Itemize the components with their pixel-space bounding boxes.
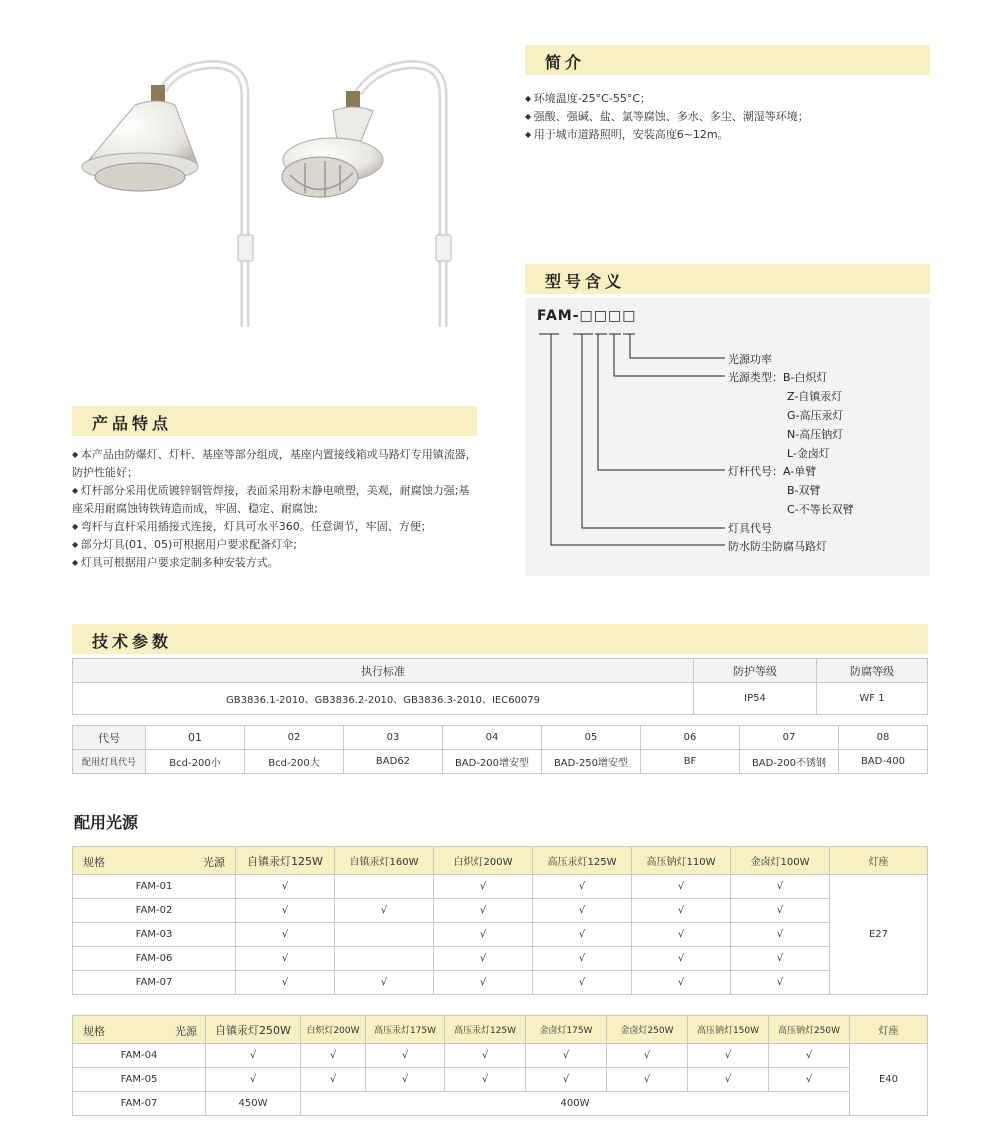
check-cell: √ <box>434 971 533 995</box>
standard-table <box>72 658 928 715</box>
light-header: 白炽灯200W <box>301 1016 366 1044</box>
model-title: 型号含义 <box>545 272 626 291</box>
light-header: 金卤灯175W <box>526 1016 607 1044</box>
tech-section-bar <box>72 624 928 654</box>
check-cell: √ <box>731 875 830 899</box>
check-cell: √ <box>526 1068 607 1092</box>
lamp-cell: BAD62 <box>344 750 443 774</box>
power-cell: 400W <box>301 1092 850 1116</box>
lamp-cell: Bcd-200小 <box>146 750 245 774</box>
check-cell: √ <box>533 899 632 923</box>
light-title: 配用光源 <box>74 813 139 832</box>
model-diagram <box>525 298 930 576</box>
check-cell: √ <box>688 1044 769 1068</box>
model-label-power: 光源功率 <box>728 353 772 366</box>
std-value: GB3836.1-2010、GB3836.2-2010、GB3836.3-2010、IEC60079 <box>73 683 694 715</box>
check-cell: √ <box>731 947 830 971</box>
check-cell: √ <box>632 875 731 899</box>
check-cell: √ <box>607 1044 688 1068</box>
check-cell: √ <box>731 971 830 995</box>
light-header: 高压钠灯150W <box>688 1016 769 1044</box>
light-header: 自镇汞灯125W <box>236 847 335 875</box>
intro-item: ◆ 环境温度-25°C-55°C； <box>525 90 930 108</box>
code-table <box>72 725 928 774</box>
light-header: 高压汞灯175W <box>366 1016 445 1044</box>
check-cell: √ <box>335 971 434 995</box>
model-label-l: L-金卤灯 <box>787 447 830 460</box>
model-label-product: 防水防尘防腐马路灯 <box>728 540 827 553</box>
check-cell: √ <box>236 971 335 995</box>
model-label-z: Z-自镇汞灯 <box>787 390 843 403</box>
check-cell: √ <box>632 923 731 947</box>
feature-item: ◆ 本产品由防爆灯、灯杆、基座等部分组成，基座内置接线箱或马路灯专用镇流器，防护性能好； <box>72 446 477 482</box>
check-cell <box>335 923 434 947</box>
check-cell: √ <box>335 899 434 923</box>
check-cell: √ <box>731 899 830 923</box>
check-cell: √ <box>632 971 731 995</box>
check-cell: √ <box>632 899 731 923</box>
model-label-source-type: 光源类型：B-白炽灯 <box>728 371 828 384</box>
check-cell: √ <box>731 923 830 947</box>
feature-item: ◆ 弯杆与直杆采用插接式连接，灯具可水平360。任意调节，牢固、方便； <box>72 518 477 536</box>
corner-cell <box>73 847 236 875</box>
light-header: 灯座 <box>850 1016 928 1044</box>
light-header: 灯座 <box>830 847 928 875</box>
row-name: FAM-02 <box>73 899 236 923</box>
check-cell: √ <box>236 875 335 899</box>
check-cell: √ <box>301 1044 366 1068</box>
lamp-cell: BAD-400 <box>839 750 928 774</box>
light-header: 高压汞灯125W <box>445 1016 526 1044</box>
std-value: IP54 <box>694 683 817 715</box>
row-name: FAM-05 <box>73 1068 206 1092</box>
light-table-2 <box>72 1015 928 1116</box>
light-header: 金卤灯250W <box>607 1016 688 1044</box>
tech-title: 技术参数 <box>92 632 173 651</box>
code-cell: 06 <box>641 726 740 750</box>
row-name: FAM-03 <box>73 923 236 947</box>
light-header: 高压钠灯110W <box>632 847 731 875</box>
intro-list <box>525 90 930 144</box>
model-label-g: G-高压汞灯 <box>787 409 844 422</box>
check-cell <box>335 947 434 971</box>
street-lamp-right <box>282 65 451 327</box>
feature-item: ◆ 灯具可根据用户要求定制多种安装方式。 <box>72 554 477 572</box>
intro-section-bar <box>525 45 930 75</box>
code-cell: 07 <box>740 726 839 750</box>
check-cell: √ <box>445 1044 526 1068</box>
light-header: 自镇汞灯160W <box>335 847 434 875</box>
product-photo <box>75 55 470 330</box>
check-cell: √ <box>688 1068 769 1092</box>
intro-title: 简介 <box>545 53 586 72</box>
std-value: WF 1 <box>817 683 928 715</box>
code-cell: 05 <box>542 726 641 750</box>
intro-item: ◆ 强酸、强碱、盐、氯等腐蚀、多水、多尘、潮湿等环境； <box>525 108 930 126</box>
features-title: 产品特点 <box>92 414 173 433</box>
lamp-cell: BAD-250增安型 <box>542 750 641 774</box>
std-header: 防护等级 <box>694 659 817 683</box>
light-table-1 <box>72 846 928 995</box>
check-cell: √ <box>236 899 335 923</box>
check-cell: √ <box>301 1068 366 1092</box>
code-cell: 代号 <box>73 726 146 750</box>
code-cell: 04 <box>443 726 542 750</box>
std-header: 执行标准 <box>73 659 694 683</box>
check-cell: √ <box>526 1044 607 1068</box>
lamp-cell: BF <box>641 750 740 774</box>
check-cell: √ <box>434 899 533 923</box>
check-cell: √ <box>533 875 632 899</box>
model-label-b: B-双臂 <box>787 484 821 497</box>
light-header: 高压钠灯250W <box>769 1016 850 1044</box>
socket-cell: E27 <box>830 875 928 995</box>
check-cell: √ <box>206 1068 301 1092</box>
check-cell: √ <box>434 875 533 899</box>
row-name: FAM-06 <box>73 947 236 971</box>
model-label-pole: 灯杆代号：A-单臂 <box>728 465 817 478</box>
corner-cell <box>73 1016 206 1044</box>
model-label-c: C-不等长双臂 <box>787 503 854 516</box>
check-cell: √ <box>632 947 731 971</box>
code-cell: 08 <box>839 726 928 750</box>
code-cell: 01 <box>146 726 245 750</box>
model-label-fixture: 灯具代号 <box>728 522 772 535</box>
model-code: FAM-□□□□ <box>537 308 637 324</box>
light-header: 金卤灯100W <box>731 847 830 875</box>
check-cell: √ <box>434 947 533 971</box>
check-cell: √ <box>769 1044 850 1068</box>
row-name: FAM-01 <box>73 875 236 899</box>
model-label-n: N-高压钠灯 <box>787 428 844 441</box>
row-name: FAM-07 <box>73 971 236 995</box>
lamp-cell: BAD-200增安型 <box>443 750 542 774</box>
check-cell: √ <box>445 1068 526 1092</box>
light-header: 白炽灯200W <box>434 847 533 875</box>
check-cell: √ <box>206 1044 301 1068</box>
check-cell: √ <box>769 1068 850 1092</box>
corner-left-label: 规格 <box>83 1025 105 1038</box>
check-cell: √ <box>434 923 533 947</box>
street-lamp-left <box>82 65 253 327</box>
corner-left-label: 规格 <box>83 856 105 869</box>
light-header: 自镇汞灯250W <box>206 1016 301 1044</box>
row-name: FAM-07 <box>73 1092 206 1116</box>
check-cell: √ <box>533 947 632 971</box>
features-section-bar <box>72 406 477 436</box>
row-name: FAM-04 <box>73 1044 206 1068</box>
check-cell: √ <box>366 1068 445 1092</box>
socket-cell: E40 <box>850 1044 928 1116</box>
feature-item: ◆ 部分灯具(01、05)可根据用户要求配备灯伞; <box>72 536 477 554</box>
check-cell: √ <box>366 1044 445 1068</box>
check-cell <box>335 875 434 899</box>
feature-item: ◆ 灯杆部分采用优质镀锌钢管焊接，表面采用粉末静电喷塑，美观，耐腐蚀力强;基座采用耐腐蚀铸铁铸造而成，牢固、稳定、耐腐蚀; <box>72 482 477 518</box>
corner-right-label: 光源 <box>175 1025 197 1038</box>
check-cell: √ <box>533 971 632 995</box>
code-cell: 02 <box>245 726 344 750</box>
corner-right-label: 光源 <box>203 856 225 869</box>
check-cell: √ <box>236 923 335 947</box>
check-cell: √ <box>236 947 335 971</box>
light-header: 高压汞灯125W <box>533 847 632 875</box>
features-list <box>72 446 477 572</box>
code-cell: 03 <box>344 726 443 750</box>
lamp-cell: BAD-200不锈钢 <box>740 750 839 774</box>
check-cell: √ <box>607 1068 688 1092</box>
check-cell: √ <box>533 923 632 947</box>
power-cell: 450W <box>206 1092 301 1116</box>
std-header: 防腐等级 <box>817 659 928 683</box>
lamp-cell: 配用灯具代号 <box>73 750 146 774</box>
intro-item: ◆ 用于城市道路照明，安装高度6~12m。 <box>525 126 930 144</box>
lamp-cell: Bcd-200大 <box>245 750 344 774</box>
model-section-bar <box>525 264 930 294</box>
